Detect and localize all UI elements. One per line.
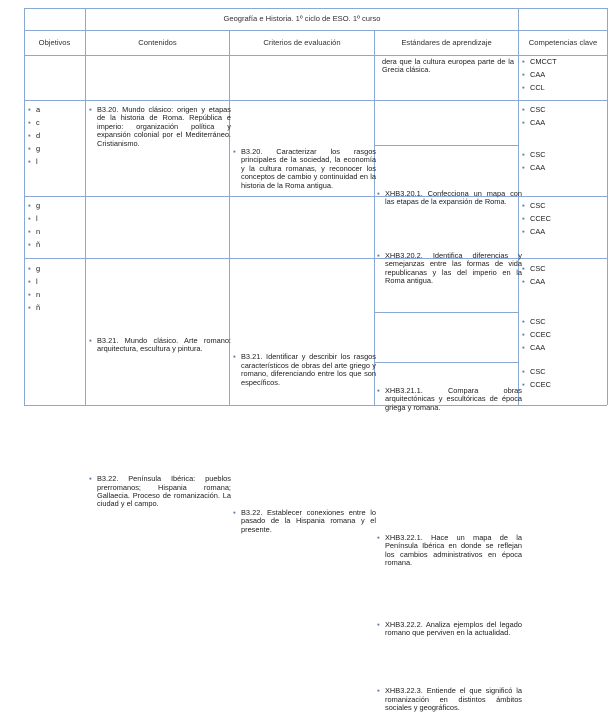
list-item: ▪ ñ: [28, 239, 41, 249]
list-item: ▪ ñ: [28, 302, 41, 312]
header-criterios: Criterios de evaluación: [263, 38, 341, 47]
estandar-continuation: dera que la cultura europea parte de la Grecia clásica.: [382, 57, 514, 75]
competencias-list: [522, 202, 602, 241]
list-item: ▪ l: [28, 213, 38, 223]
competencias-list: [522, 58, 602, 97]
list-item: ▪ CAA: [522, 69, 546, 79]
estandar-cell: ▪ XHB3.22.3. Entiende el que significó la romanización en distintos ámbitos sociales y geográficos.: [377, 686, 522, 713]
competencias-list: [522, 368, 602, 394]
competencias-list: [522, 318, 602, 357]
list-item: ▪ CSC: [522, 201, 546, 210]
table-border-left: [24, 8, 25, 405]
contenido-cell: ▪ B3.22. Península Ibérica: pueblos prerromanos; Hispania romana; Gallaecia. Proceso de romanización. La ciudad y el campo.: [89, 474, 231, 509]
estandar-cell: ▪ XHB3.20.1. Confecciona un mapa con las etapas de la expansión de Roma.: [377, 189, 522, 207]
list-item: ▪ CSC: [522, 264, 546, 273]
criterio-cell: ▪ B3.21. Identificar y describir los rasgos característicos de obras del arte griego y romano, diferenciando entre los que son específicos.: [233, 352, 376, 387]
criterio-cell: ▪ B3.22. Establecer conexiones entre lo pasado de la Hispania romana y el presente.: [233, 507, 376, 534]
list-item: ▪ l: [28, 156, 38, 166]
estandar-cell: ▪ XHB3.21.1. Compara obras arquitectónicas y escultóricas de época griega y romana.: [377, 385, 522, 412]
list-item: ▪ a: [28, 105, 41, 114]
header-objetivos: Objetivos: [38, 38, 71, 47]
list-item: ▪ CAA: [522, 117, 546, 127]
competencias-list: [522, 106, 602, 132]
header-estandares: Estándares de aprendizaje: [401, 38, 492, 47]
divider: [374, 30, 375, 405]
header-competencias: Competencias clave: [528, 38, 598, 47]
list-item: ▪ g: [28, 201, 41, 210]
list-item: ▪ g: [28, 264, 41, 273]
header-contenidos: Contenidos: [138, 38, 177, 47]
list-item: ▪ c: [28, 117, 40, 127]
divider: [24, 100, 607, 101]
list-item: ▪ CAA: [522, 276, 546, 286]
contenido-cell: ▪ B3.20. Mundo clásico: origen y etapas de la historia de Roma. República e imperio: organización política y expansión colonial por el Mediterráneo. Cristianismo.: [89, 105, 231, 148]
list-item: ▪ CSC: [522, 105, 546, 114]
table-border-right: [607, 8, 608, 405]
list-item: ▪ CCL: [522, 82, 545, 92]
objetivos-list: [28, 265, 78, 317]
competencias-list: [522, 265, 602, 291]
list-item: ▪ n: [28, 289, 41, 299]
divider: [374, 145, 518, 146]
objetivos-list: [28, 106, 78, 171]
table-title: Geografía e Historia. 1º ciclo de ESO. 1º curso: [223, 14, 381, 23]
estandar-cell: ▪ XHB3.22.1. Hace un mapa de la Península Ibérica en donde se reflejan los cambios administrativos en época romana.: [377, 533, 522, 568]
list-item: ▪ CCEC: [522, 379, 551, 389]
divider: [24, 30, 607, 31]
divider: [85, 8, 86, 405]
contenido-cell: ▪ B3.21. Mundo clásico. Arte romano: arquitectura, escultura y pintura.: [89, 335, 231, 353]
list-item: ▪ d: [28, 130, 41, 140]
list-item: ▪ CAA: [522, 342, 546, 352]
list-item: ▪ CMCCT: [522, 57, 557, 66]
list-item: ▪ CAA: [522, 226, 546, 236]
list-item: ▪ CSC: [522, 317, 546, 326]
objetivos-list: [28, 202, 78, 254]
list-item: ▪ CAA: [522, 162, 546, 172]
list-item: ▪ CCEC: [522, 213, 551, 223]
divider: [374, 312, 518, 313]
table-border-top: [24, 8, 607, 9]
estandar-cell: ▪ XHB3.22.2. Analiza ejemplos del legado romano que perviven en la actualidad.: [377, 619, 522, 638]
criterio-cell: ▪ B3.20. Caracterizar los rasgos principales de la sociedad, la economía y la cultura romanas, y reconocer los conceptos de cambio y continuidad en la historia de la Roma antigua.: [233, 147, 376, 190]
list-item: ▪ CSC: [522, 150, 546, 159]
list-item: ▪ CSC: [522, 367, 546, 376]
divider: [24, 55, 607, 56]
list-item: ▪ l: [28, 276, 38, 286]
divider: [374, 362, 518, 363]
list-item: ▪ n: [28, 226, 41, 236]
list-item: ▪ CCEC: [522, 329, 551, 339]
estandar-cell: ▪ XHB3.20.2. Identifica diferencias y semejanzas entre las formas de vida republicanas y las del imperio en la Roma antigua.: [377, 250, 522, 286]
competencias-list: [522, 151, 602, 177]
list-item: ▪ g: [28, 143, 41, 153]
